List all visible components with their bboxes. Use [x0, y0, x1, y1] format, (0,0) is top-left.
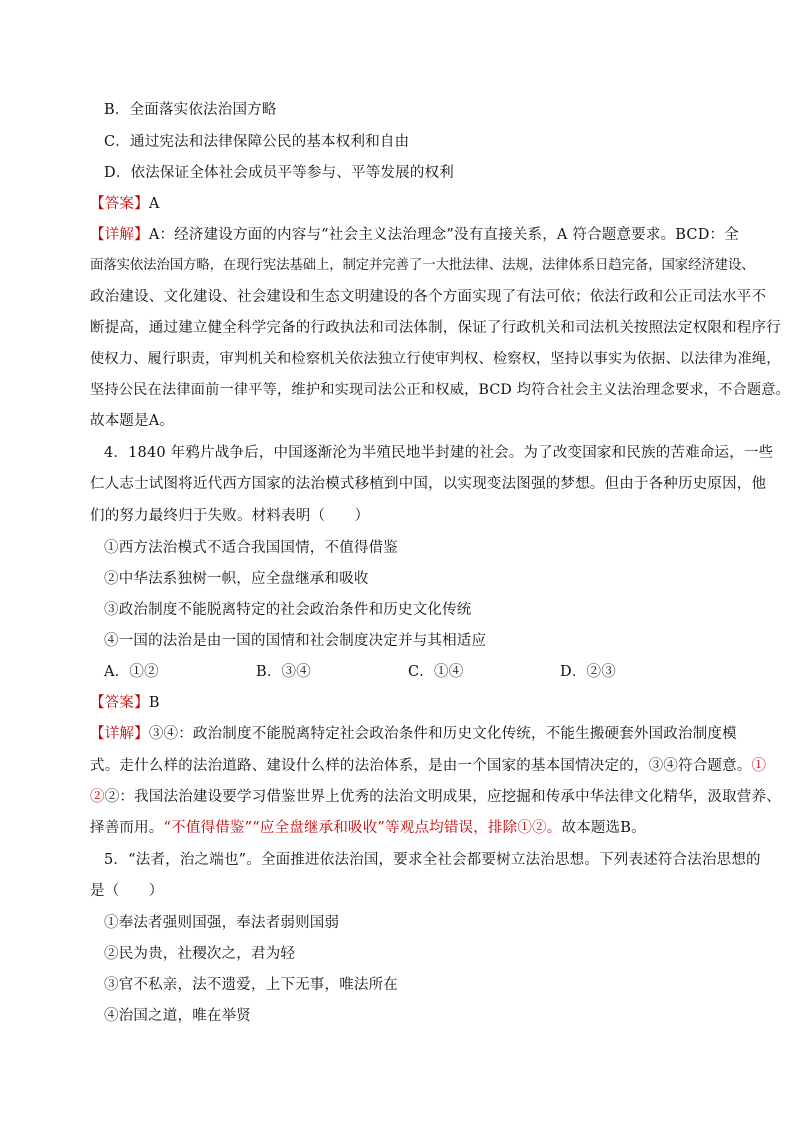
- q4-stem-line: 4．1840 年鸦片战争后，中国逐渐沦为半殖民地半封建的社会。为了改变国家和民族的苦难命运，一些: [104, 445, 774, 461]
- q4-item: ④一国的法治是由一国的国情和社会制度决定并与其相适应: [104, 633, 487, 649]
- q3-detail-line: 使权力、履行职责，审判机关和检察机关依法独立行使审判权、检察权，坚持以事实为依据、以法律为准绳，: [90, 351, 781, 367]
- q3-detail-line: 【详解】A：经济建设方面的内容与“社会主义法治理念”没有直接关系，A 符合题意要求。BCD：全: [90, 227, 739, 243]
- q4-answer: [90, 693, 710, 713]
- q3-answer: [90, 194, 710, 214]
- q5-stem-line: 是（ ）: [90, 883, 164, 899]
- q3-detail-line: 面落实依法治国方略，在现行宪法基础上，制定并完善了一大批法律、法规，法律体系日趋完备，国家经济建设、: [90, 258, 755, 273]
- q5-item: ②民为贵，社稷次之，君为轻: [104, 946, 296, 962]
- q4-item: ①西方法治模式不适合我国国情，不值得借鉴: [104, 540, 398, 556]
- q5-item: ③官不私亲，法不遗爱，上下无事，唯法所在: [104, 977, 398, 993]
- q4-stem-line: 仁人志士试图将近代西方国家的法治模式移植到中国，以实现变法图强的梦想。但由于各种历史原因，他: [90, 476, 767, 492]
- q4-item: ③政治制度不能脱离特定的社会政治条件和历史文化传统: [104, 602, 472, 618]
- q3-option-c: C．通过宪法和法律保障公民的基本权利和自由: [104, 134, 410, 150]
- q4-detail-line: 择善而用。“不值得借鉴”“应全盘继承和吸收”等观点均错误，排除①②。故本题选B。: [90, 820, 646, 836]
- q4-choices: [104, 662, 724, 682]
- answer-value: B: [148, 695, 160, 711]
- q3-detail-line: 故本题是A。: [90, 413, 175, 429]
- q4-item: ②中华法系独树一帜，应全盘继承和吸收: [104, 571, 369, 587]
- q3-detail-line: 坚持公民在法律面前一律平等，维护和实现司法公正和权威，BCD 均符合社会主义法治理念要求，不合题意。: [90, 382, 791, 398]
- q4-stem-line: 们的努力最终归于失败。材料表明（ ）: [90, 508, 370, 524]
- q4-choice-b: B．③④: [256, 664, 311, 680]
- q3-detail-line: 断提高，通过建立健全科学完备的行政执法和司法体制，保证了行政机关和司法机关按照法定权限和程序行: [90, 320, 781, 336]
- q4-detail-line: 【详解】③④：政治制度不能脱离特定社会政治条件和历史文化传统，不能生搬硬套外国政治制度模: [90, 726, 737, 742]
- q4-choice-a: A．①②: [104, 664, 159, 680]
- q4-detail-line: 式。走什么样的法治道路、建设什么样的法治体系，是由一个国家的基本国情决定的，③④符合题意。①: [90, 758, 767, 774]
- q4-choice-c: C．①④: [408, 664, 464, 680]
- answer-tag: 【答案】: [90, 695, 149, 711]
- q3-option-b: B．全面落实依法治国方略: [104, 102, 277, 118]
- q3-detail-line: 政治建设、文化建设、社会建设和生态文明建设的各个方面实现了有法可依；依法行政和公正司法水平不: [90, 289, 767, 305]
- q4-choice-d: D．②③: [560, 664, 616, 680]
- q5-item: ①奉法者强则国强，奉法者弱则国弱: [104, 915, 340, 931]
- q4-detail-line: ②②：我国法治建设要学习借鉴世界上优秀的法治文明成果，应挖掘和传承中华法律文化精华，汲取营养、: [90, 789, 781, 805]
- detail-tag: 【详解】: [90, 726, 149, 742]
- q5-stem-line: 5．“法者，治之端也”。全面推进依法治国，要求全社会都要树立法治思想。下列表述符合法治思想的: [104, 852, 761, 868]
- q3-option-d: D．依法保证全体社会成员平等参与、平等发展的权利: [104, 165, 454, 181]
- q5-item: ④治国之道，唯在举贤: [104, 1008, 251, 1024]
- answer-value: A: [148, 196, 160, 212]
- answer-tag: 【答案】: [90, 196, 149, 212]
- detail-tag: 【详解】: [90, 227, 149, 243]
